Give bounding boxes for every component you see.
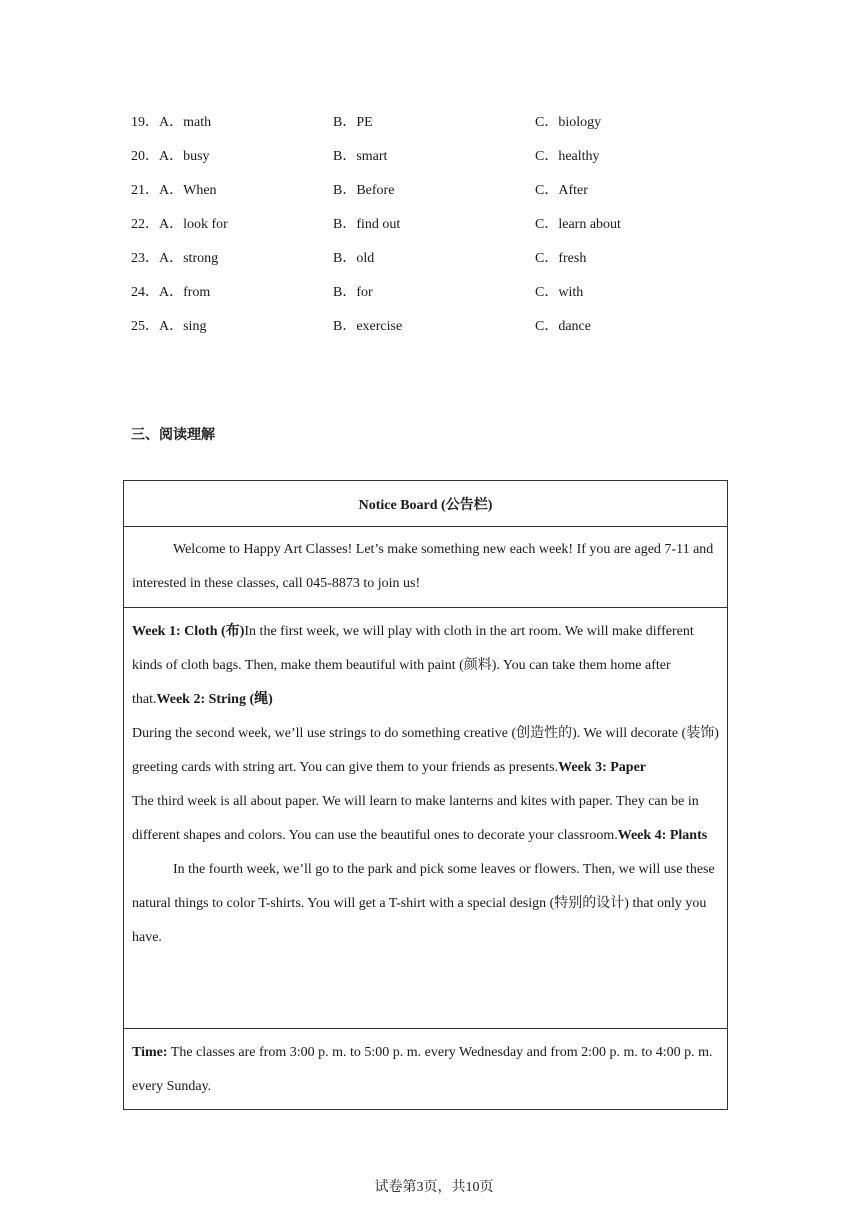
option-c: C．biology — [535, 115, 602, 130]
option-b: B．smart — [333, 149, 388, 164]
weeks-cell — [124, 608, 727, 1029]
option-c: C．learn about — [535, 217, 621, 232]
time-label: Time: — [132, 1045, 168, 1060]
welcome-cell — [124, 527, 727, 608]
week2-heading: Week 2: String (绳) — [156, 692, 273, 707]
week4-text: In the fourth week, we’ll go to the park and pick some leaves or flowers. Then, we will use these natural things to color T-shirts. You will get a T-shirt with a special design (特别的设计) that only you have. — [132, 862, 715, 945]
option-c: C．with — [535, 285, 584, 300]
option-c: C．healthy — [535, 149, 600, 164]
week-3-4 — [132, 785, 719, 853]
option-b: B．find out — [333, 217, 401, 232]
option-b: B．for — [333, 285, 373, 300]
week3-heading: Week 3: Paper — [558, 760, 647, 775]
week1-heading: Week 1: Cloth (布) — [132, 624, 245, 639]
option-c: C．fresh — [535, 251, 587, 266]
option-c: C．dance — [535, 319, 591, 334]
notice-board-title: Notice Board (公告栏) — [124, 481, 727, 527]
option-a: 23．A．strong — [131, 251, 219, 266]
option-row-20 — [131, 146, 731, 180]
option-a: 20．A．busy — [131, 149, 210, 164]
week2-text: During the second week, we’ll use strings to do something creative (创造性的). We will decorate (装饰) greeting cards with string art. You can give them to your friends as presents. — [132, 726, 719, 775]
section-title: 三、阅读理解 — [131, 427, 215, 443]
answer-options — [131, 112, 731, 350]
time-cell — [124, 1029, 727, 1109]
option-row-25 — [131, 316, 731, 350]
week3-text: The third week is all about paper. We will learn to make lanterns and kites with paper. They can be in different shapes and colors. You can use the beautiful ones to decorate your classroom. — [132, 794, 699, 843]
option-b: B．Before — [333, 183, 395, 198]
time-paragraph — [132, 1036, 719, 1104]
option-b: B．old — [333, 251, 375, 266]
option-c: C．After — [535, 183, 588, 198]
week-1-2 — [132, 615, 719, 717]
option-a: 19．A．math — [131, 115, 212, 130]
week4-heading: Week 4: Plants — [617, 828, 708, 843]
option-b: B．exercise — [333, 319, 403, 334]
option-b: B．PE — [333, 115, 373, 130]
option-a: 21．A．When — [131, 183, 217, 198]
option-row-19 — [131, 112, 731, 146]
welcome-text: Welcome to Happy Art Classes! Let’s make something new each week! If you are aged 7-11 and interested in these classes, call 045-8873 to join us! — [132, 542, 714, 591]
week-2-3 — [132, 717, 719, 785]
week1-text: In the first week, we will play with cloth in the art room. We will make different kinds of cloth bags. Then, make them beautiful with paint (颜料). You can take them home after that. — [132, 624, 694, 707]
notice-board — [123, 480, 728, 1110]
option-row-24 — [131, 282, 731, 316]
option-a: 25．A．sing — [131, 319, 207, 334]
option-row-22 — [131, 214, 731, 248]
option-row-21 — [131, 180, 731, 214]
option-a: 22．A．look for — [131, 217, 228, 232]
time-text: The classes are from 3:00 p. m. to 5:00 p. m. every Wednesday and from 2:00 p. m. to 4:00 p. m. every Sunday. — [132, 1045, 713, 1094]
option-a: 24．A．from — [131, 285, 211, 300]
option-row-23 — [131, 248, 731, 282]
page-footer: 试卷第3页，共10页 — [374, 1180, 494, 1195]
